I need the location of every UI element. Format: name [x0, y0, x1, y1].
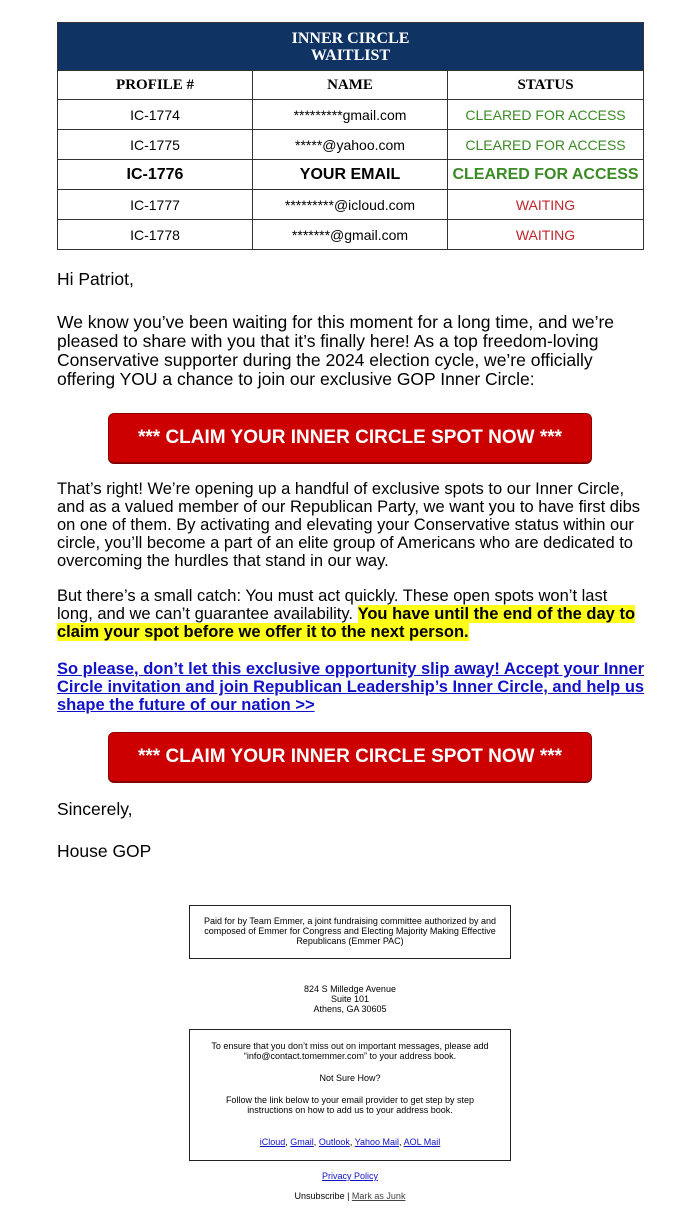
- name-cell: YOUR EMAIL: [253, 160, 448, 190]
- status-cell: CLEARED FOR ACCESS: [448, 100, 644, 130]
- disclaimer-box: [189, 905, 511, 959]
- accept-invitation-link[interactable]: So please, don’t let this exclusive opportunity slip away! Accept your Inner Circle invitation and join Republican Leadership’s Inner Circle, and help us shape the future of our nation >>: [57, 660, 645, 714]
- urgency-text: But there’s a small catch: You must act quickly. These open spots won’t last long, and we can’t guarantee availability.: [57, 587, 608, 623]
- table-row: [58, 100, 644, 130]
- deadline-highlight: You have until the end of the day to claim your spot before we offer it to the next person.: [57, 605, 636, 641]
- privacy-row: [189, 1171, 511, 1181]
- ensure-text: To ensure that you don’t miss out on important messages, please add “info@contact.tomemmer.com” to your address book.: [211, 1041, 489, 1061]
- privacy-policy-link[interactable]: Privacy Policy: [321, 1171, 378, 1181]
- table-row: [58, 220, 644, 250]
- column-header-name: NAME: [253, 71, 448, 100]
- column-header-status: STATUS: [448, 71, 644, 100]
- waitlist-table: [57, 22, 644, 250]
- profile-cell: IC-1774: [58, 100, 253, 130]
- status-cell: WAITING: [448, 190, 644, 220]
- gmail-link[interactable]: Gmail: [290, 1137, 314, 1147]
- body-paragraph: That’s right! We’re opening up a handful of exclusive spots to our Inner Circle, and as a valued member of our Republican Party, we want you to have first dibs on one of them. By activating and elevating your Conservative status within our circle, you’ll become a part of an elite group of Americans who are dedicated to overcoming the hurdles that stand in our way.: [57, 480, 641, 570]
- outlook-link[interactable]: Outlook: [318, 1137, 350, 1147]
- column-header-profile: PROFILE #: [58, 71, 253, 100]
- address-book-box: [189, 1029, 511, 1161]
- profile-cell: IC-1777: [58, 190, 253, 220]
- paid-for-text: Paid for by Team Emmer, a joint fundraising committee authorized by and composed of Emmer for Congress and Electing Majority Making Effective Republicans (Emmer PAC): [204, 916, 496, 946]
- waitlist-title: INNER CIRCLE WAITLIST: [58, 23, 644, 71]
- profile-cell: IC-1776: [58, 160, 253, 190]
- signature: House GOP: [57, 841, 152, 861]
- claim-spot-button[interactable]: *** CLAIM YOUR INNER CIRCLE SPOT NOW ***: [108, 413, 592, 463]
- aol-mail-link[interactable]: AOL Mail: [403, 1137, 441, 1147]
- greeting: Hi Patriot,: [57, 269, 134, 289]
- icloud-link[interactable]: iCloud: [259, 1137, 286, 1147]
- name-cell: *******@gmail.com: [253, 220, 448, 250]
- table-row-your-email: [58, 160, 644, 190]
- separator: |: [344, 1191, 352, 1201]
- status-cell: WAITING: [448, 220, 644, 250]
- name-cell: *****@yahoo.com: [253, 130, 448, 160]
- claim-spot-button-2[interactable]: *** CLAIM YOUR INNER CIRCLE SPOT NOW ***: [108, 732, 592, 782]
- not-sure-text: Not Sure How?: [319, 1073, 381, 1083]
- table-row: [58, 190, 644, 220]
- invitation-paragraph: [57, 660, 645, 714]
- name-cell: *********@icloud.com: [253, 190, 448, 220]
- name-cell: *********gmail.com: [253, 100, 448, 130]
- mark-as-junk-link[interactable]: Mark as Junk: [351, 1191, 406, 1201]
- profile-cell: IC-1778: [58, 220, 253, 250]
- unsubscribe-row: [189, 1191, 511, 1201]
- unsubscribe-text[interactable]: Unsubscribe: [294, 1191, 345, 1201]
- mailing-address: 824 S Milledge Avenue Suite 101 Athens, GA 30605: [304, 984, 396, 1014]
- urgency-paragraph: [57, 587, 645, 641]
- status-cell: CLEARED FOR ACCESS: [448, 130, 644, 160]
- follow-text: Follow the link below to your email provider to get step by step instructions on how to add us to your address book.: [225, 1095, 475, 1115]
- table-row: [58, 130, 644, 160]
- yahoo-mail-link[interactable]: Yahoo Mail: [354, 1137, 400, 1147]
- status-cell: CLEARED FOR ACCESS: [448, 160, 644, 190]
- closing: Sincerely,: [57, 799, 133, 819]
- profile-cell: IC-1775: [58, 130, 253, 160]
- intro-paragraph: We know you’ve been waiting for this moment for a long time, and we’re pleased to share with you that it’s finally here! As a top freedom-loving Conservative supporter during the 2024 election cycle, we’re officially offering YOU a chance to join our exclusive GOP Inner Circle:: [57, 312, 615, 389]
- provider-links: iCloud, Gmail, Outlook, Yahoo Mail, AOL Mail: [259, 1137, 441, 1147]
